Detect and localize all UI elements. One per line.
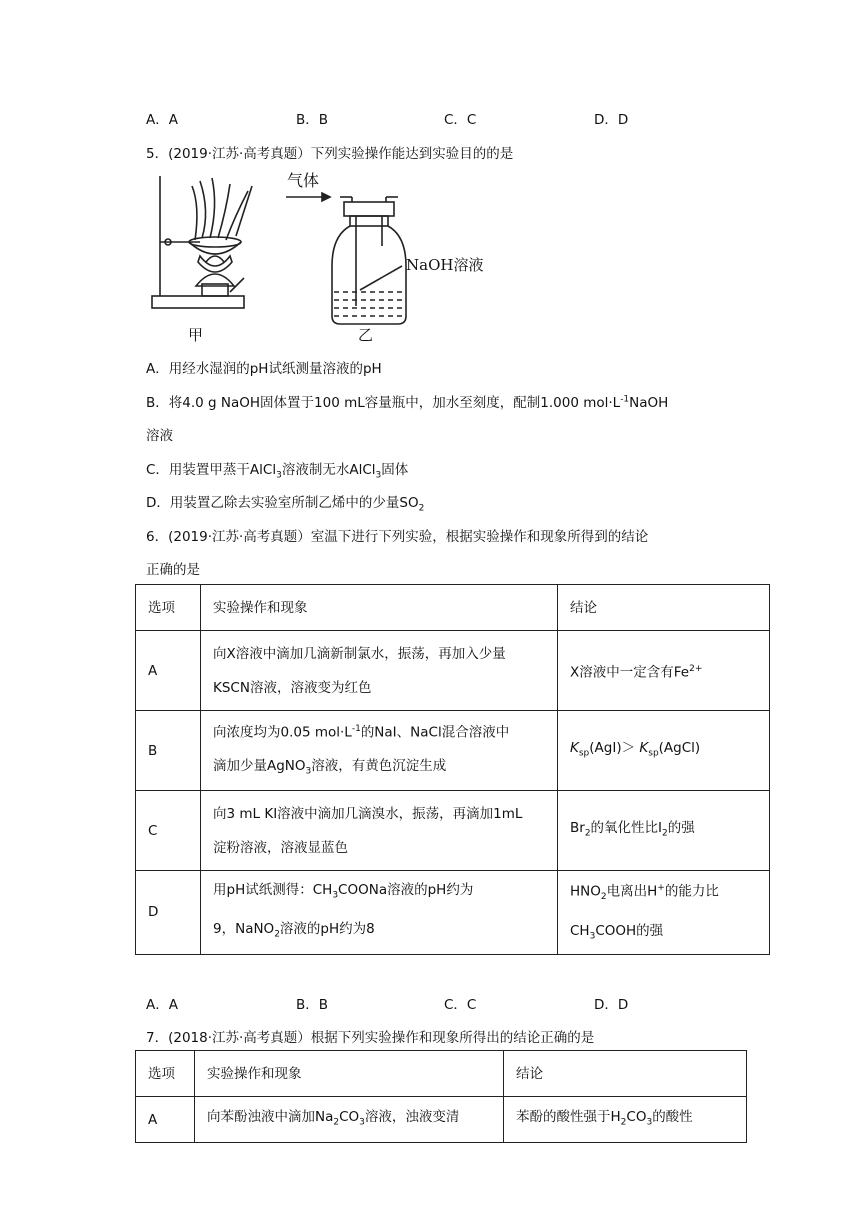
row-option: C [136, 791, 201, 871]
q6-option-a: A．A [146, 997, 178, 1013]
header-option: 选项 [136, 585, 201, 631]
q6-option-c: C．C [444, 997, 477, 1013]
table-header-row [136, 1051, 747, 1097]
header-conclusion: 结论 [558, 585, 770, 631]
row-conclusion: $HNO_2$电离出H+的能力比 $CH_3COOH$的强 [558, 871, 770, 955]
row-operation: 向X溶液中滴加几滴新制氯水，振荡，再加入少量 KSCN溶液，溶液变为红色 [201, 631, 558, 711]
label-jia: 甲 [188, 326, 204, 344]
row-option: A [136, 631, 201, 711]
q4-option-c: C．C [444, 112, 477, 128]
q5-figure [140, 166, 500, 346]
row-conclusion: X溶液中一定含有$Fe^{2+}$ [558, 631, 770, 711]
row-option: A [136, 1097, 195, 1143]
table-header-row [136, 585, 770, 631]
q6-stem-line1: 6．(2019·江苏·高考真题）室温下进行下列实验，根据实验操作和现象所得到的结论 [146, 529, 649, 545]
table-row [136, 711, 770, 791]
q5-option-a: A．用经水湿润的pH试纸测量溶液的pH [146, 361, 382, 377]
header-conclusion: 结论 [504, 1051, 747, 1097]
q5-option-c: C．用装置甲蒸干AlCl$_3$溶液制无水AlCl$_3$固体 [146, 462, 409, 481]
q7-stem: 7．(2018·江苏·高考真题）根据下列实验操作和现象所得出的结论正确的是 [146, 1030, 595, 1046]
q6-option-b: B．B [296, 997, 329, 1013]
row-conclusion: $K_{sp}(AgI)>$ $K_{sp}(AgCl)$ [558, 711, 770, 791]
row-option: D [136, 871, 201, 955]
q4-option-b: B．B [296, 112, 329, 128]
row-operation: 向3 mL KI溶液中滴加几滴溴水，振荡，再滴加1mL 淀粉溶液，溶液显蓝色 [201, 791, 558, 871]
table-row [136, 871, 770, 955]
label-gas: 气体 [287, 171, 320, 190]
apparatus-jia [152, 176, 252, 308]
row-option: B [136, 711, 201, 791]
table-row [136, 631, 770, 711]
q6-stem-line2: 正确的是 [146, 562, 200, 578]
q5-option-b-line2: 溶液 [146, 428, 173, 444]
label-yi: 乙 [358, 326, 374, 344]
q6-option-d: D．D [594, 997, 629, 1013]
row-conclusion: 苯酚的酸性强于$H_2CO_3$的酸性 [504, 1097, 747, 1143]
row-operation: 向苯酚浊液中滴加$Na_2CO_3$溶液，浊液变清 [195, 1097, 504, 1143]
q7-table [135, 1050, 747, 1143]
q4-option-a: A．A [146, 112, 178, 128]
header-operation: 实验操作和现象 [195, 1051, 504, 1097]
q5-option-b-line1: B．将4.0 g NaOH固体置于100 mL容量瓶中，加水至刻度，配制1.000 $mol\cdot L^{-1}NaOH$ [146, 394, 669, 411]
row-operation: 用pH试纸测得：$CH_3COONa$溶液的pH约为 9，NaNO$_2$溶液的pH约为8 [201, 871, 558, 955]
table-row [136, 1097, 747, 1143]
table-row [136, 791, 770, 871]
q6-table [135, 584, 770, 955]
header-operation: 实验操作和现象 [201, 585, 558, 631]
row-conclusion: $Br_2$的氧化性比$I_2$的强 [558, 791, 770, 871]
q5-stem: 5．(2019·江苏·高考真题）下列实验操作能达到实验目的的是 [146, 146, 514, 162]
row-operation: 向浓度均为0.05 $mol\cdot L^{-1}$的NaI、NaCl混合溶液中 滴加少量AgNO$_3$溶液，有黄色沉淀生成 [201, 711, 558, 791]
q4-option-d: D．D [594, 112, 629, 128]
header-option: 选项 [136, 1051, 195, 1097]
apparatus-yi [286, 193, 406, 324]
q5-option-d: D．用装置乙除去实验室所制乙烯中的少量$SO_2$ [146, 495, 425, 514]
label-naoh-solution: NaOH溶液 [406, 256, 484, 274]
